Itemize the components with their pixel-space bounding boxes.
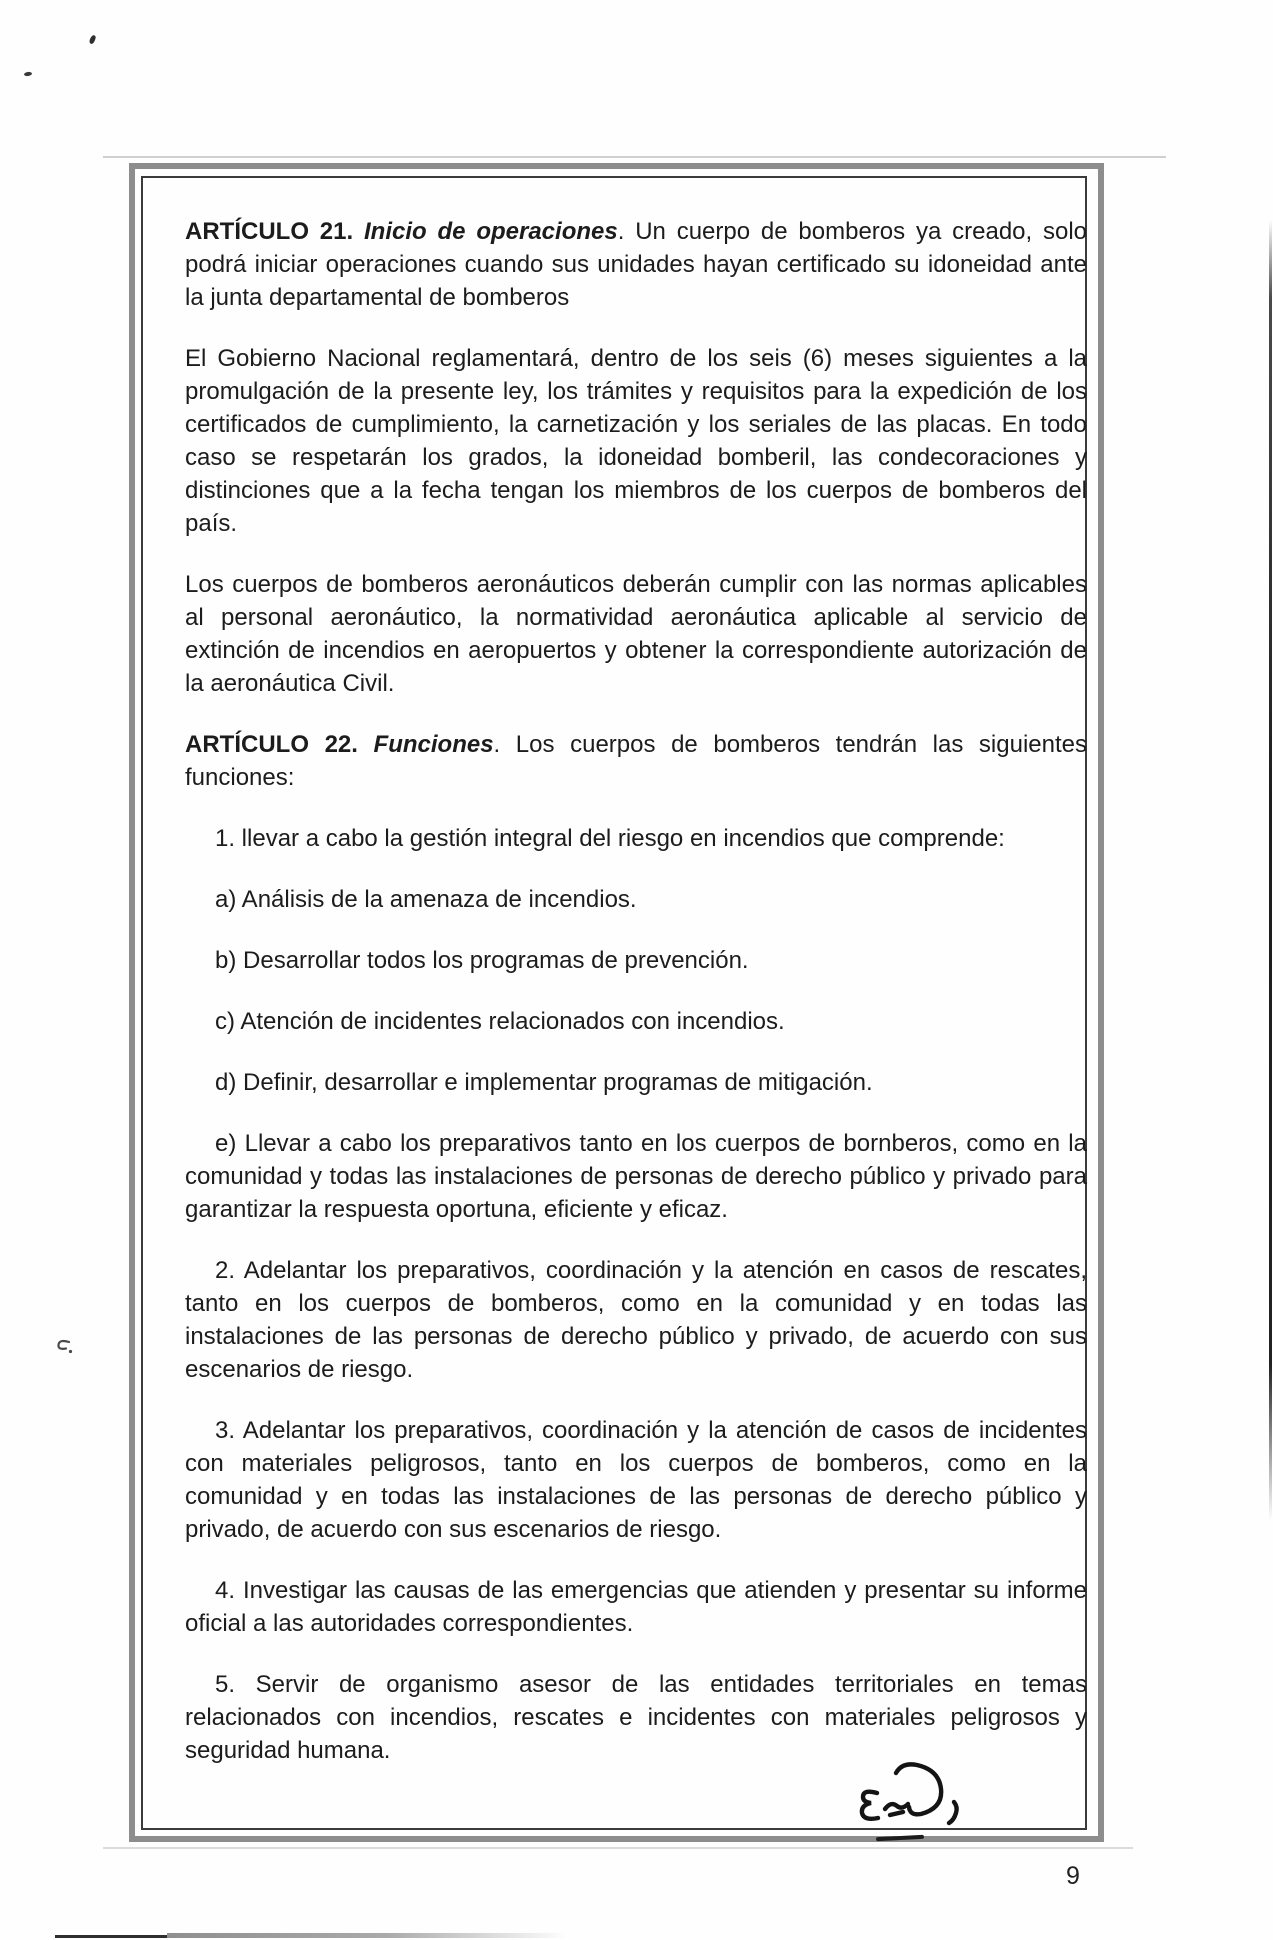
article-21-paragraph (185, 215, 1087, 314)
article-22-text: . Los cuerpos de bomberos tendrán las siguientes funciones: (185, 731, 1087, 791)
paragraph-gobierno-nacional: El Gobierno Nacional reglamentará, dentro de los seis (6) meses siguientes a la promulgación de la presente ley, los trámites y requisitos para la expedición de los certificados de cumplimiento, la carnetización y los seriales de las placas. En todo caso se respetarán los grados, la idoneidad bomberil, las condecoraciones y distinciones que a la fecha tengan los miembros de los cuerpos de bomberos del país. (185, 345, 1087, 537)
scan-line-bottom (103, 1847, 1133, 1849)
scan-line-bottom-left-dark (55, 1935, 167, 1938)
scan-speck (88, 34, 96, 44)
function-item-b: b) Desarrollar todos los programas de prevención. (215, 947, 749, 974)
function-item-5: 5. Servir de organismo asesor de las entidades territoriales en temas relacionados con incendios, rescates e incidentes con materiales peligrosos y seguridad humana. (185, 1671, 1087, 1764)
scan-edge-line-right (1269, 220, 1272, 1520)
function-item-1: 1. llevar a cabo la gestión integral del riesgo en incendios que comprende: (215, 825, 1005, 852)
article-21-title: Inicio de operaciones (364, 218, 618, 245)
margin-pen-mark (54, 1338, 76, 1358)
signature-flourish (850, 1758, 982, 1838)
article-22-paragraph (185, 728, 1087, 794)
function-item-3: 3. Adelantar los preparativos, coordinación y la atención de casos de incidentes con materiales peligrosos, tanto en los cuerpos de bomberos, como en la comunidad y en todas las instalaciones de las personas de derecho público y privado, de acuerdo con sus escenarios de riesgo. (185, 1417, 1087, 1543)
article-21-label: ARTÍCULO 21. (185, 218, 354, 245)
function-item-a: a) Análisis de la amenaza de incendios. (215, 886, 637, 913)
scan-line-bottom-left-gray (167, 1933, 567, 1938)
scan-line-top (103, 156, 1166, 158)
article-22-label: ARTÍCULO 22. (185, 731, 358, 758)
function-item-c: c) Atención de incidentes relacionados con incendios. (215, 1008, 785, 1035)
function-item-4: 4. Investigar las causas de las emergencias que atienden y presentar su informe oficial a las autoridades correspondientes. (185, 1577, 1087, 1637)
paragraph-bomberos-aeronauticos: Los cuerpos de bomberos aeronáuticos deberán cumplir con las normas aplicables al personal aeronáutico, la normatividad aeronáutica aplicable al servicio de extinción de incendios en aeropuertos y obtener la correspondiente autorización de la aeronáutica Civil. (185, 571, 1087, 697)
page-number: 9 (1066, 1862, 1080, 1890)
document-body (185, 215, 1087, 1795)
function-item-2: 2. Adelantar los preparativos, coordinación y la atención en casos de rescates, tanto en los cuerpos de bomberos, como en la comunidad y en todas las instalaciones de las personas de derecho público y privado, de acuerdo con sus escenarios de riesgo. (185, 1257, 1087, 1383)
article-21-text: . Un cuerpo de bomberos ya creado, solo podrá iniciar operaciones cuando sus unidades hayan certificado su idoneidad ante la junta departamental de bomberos (185, 218, 1088, 311)
scan-speck (24, 71, 32, 76)
function-item-e: e) Llevar a cabo los preparativos tanto en los cuerpos de bornberos, como en la comunidad y todas las instalaciones de personas de derecho público y privado para garantizar la respuesta oportuna, eficiente y eficaz. (185, 1130, 1087, 1223)
function-item-d: d) Definir, desarrollar e implementar programas de mitigación. (215, 1069, 873, 1096)
article-22-title: Funciones (373, 731, 494, 758)
